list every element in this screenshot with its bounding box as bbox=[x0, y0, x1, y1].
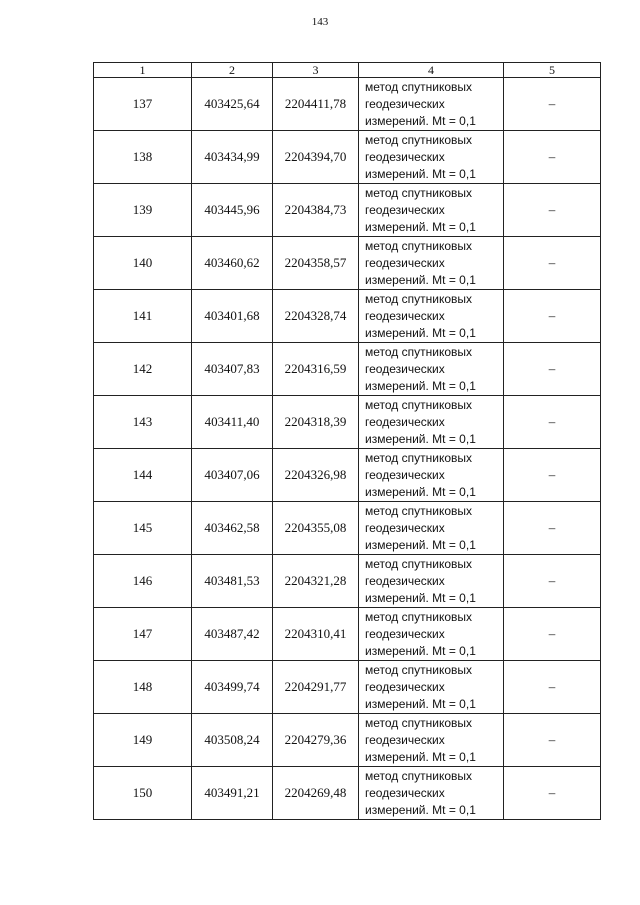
y-coordinate-cell: 2204316,59 bbox=[273, 343, 359, 396]
method-cell bbox=[359, 78, 504, 131]
point-number-cell: 139 bbox=[94, 184, 192, 237]
col5-cell: – bbox=[504, 714, 601, 767]
method-line: метод спутниковых bbox=[365, 450, 473, 465]
method-line: метод спутниковых bbox=[365, 185, 473, 200]
point-number-cell: 150 bbox=[94, 767, 192, 820]
method-line: измерений. Mt = 0,1 bbox=[365, 749, 476, 764]
method-line: измерений. Mt = 0,1 bbox=[365, 537, 476, 552]
method-line: метод спутниковых bbox=[365, 79, 473, 94]
method-line: метод спутниковых bbox=[365, 397, 473, 412]
method-line: геодезических bbox=[365, 573, 445, 588]
x-coordinate-cell: 403411,40 bbox=[192, 396, 273, 449]
method-line: метод спутниковых bbox=[365, 662, 473, 677]
method-line: геодезических bbox=[365, 202, 445, 217]
header-col-1: 1 bbox=[94, 63, 192, 78]
x-coordinate-cell: 403487,42 bbox=[192, 608, 273, 661]
table-row bbox=[94, 608, 601, 661]
method-cell bbox=[359, 661, 504, 714]
method-line: измерений. Mt = 0,1 bbox=[365, 431, 476, 446]
method-cell bbox=[359, 237, 504, 290]
y-coordinate-cell: 2204279,36 bbox=[273, 714, 359, 767]
method-line: измерений. Mt = 0,1 bbox=[365, 272, 476, 287]
x-coordinate-cell: 403407,83 bbox=[192, 343, 273, 396]
x-coordinate-cell: 403508,24 bbox=[192, 714, 273, 767]
method-cell bbox=[359, 343, 504, 396]
method-cell bbox=[359, 396, 504, 449]
method-line: измерений. Mt = 0,1 bbox=[365, 219, 476, 234]
x-coordinate-cell: 403491,21 bbox=[192, 767, 273, 820]
method-line: геодезических bbox=[365, 149, 445, 164]
point-number-cell: 141 bbox=[94, 290, 192, 343]
y-coordinate-cell: 2204318,39 bbox=[273, 396, 359, 449]
point-number-cell: 149 bbox=[94, 714, 192, 767]
y-coordinate-cell: 2204384,73 bbox=[273, 184, 359, 237]
page-number: 143 bbox=[311, 16, 329, 28]
y-coordinate-cell: 2204394,70 bbox=[273, 131, 359, 184]
method-cell bbox=[359, 555, 504, 608]
col5-cell: – bbox=[504, 131, 601, 184]
method-line: метод спутниковых bbox=[365, 238, 473, 253]
method-line: метод спутниковых bbox=[365, 132, 473, 147]
header-row bbox=[94, 63, 601, 78]
table-row bbox=[94, 343, 601, 396]
method-cell bbox=[359, 131, 504, 184]
point-number-cell: 142 bbox=[94, 343, 192, 396]
table-row bbox=[94, 661, 601, 714]
coordinates-table bbox=[93, 62, 601, 820]
table-body bbox=[94, 78, 601, 820]
method-line: геодезических bbox=[365, 732, 445, 747]
method-cell bbox=[359, 290, 504, 343]
point-number-cell: 137 bbox=[94, 78, 192, 131]
method-line: геодезических bbox=[365, 679, 445, 694]
col5-cell: – bbox=[504, 502, 601, 555]
method-line: измерений. Mt = 0,1 bbox=[365, 166, 476, 181]
method-line: геодезических bbox=[365, 520, 445, 535]
y-coordinate-cell: 2204328,74 bbox=[273, 290, 359, 343]
method-line: измерений. Mt = 0,1 bbox=[365, 802, 476, 817]
y-coordinate-cell: 2204291,77 bbox=[273, 661, 359, 714]
x-coordinate-cell: 403462,58 bbox=[192, 502, 273, 555]
table-row bbox=[94, 502, 601, 555]
method-line: измерений. Mt = 0,1 bbox=[365, 590, 476, 605]
col5-cell: – bbox=[504, 555, 601, 608]
header-col-2: 2 bbox=[192, 63, 273, 78]
method-line: геодезических bbox=[365, 414, 445, 429]
method-line: метод спутниковых bbox=[365, 768, 473, 783]
method-cell bbox=[359, 449, 504, 502]
table-row bbox=[94, 290, 601, 343]
method-line: геодезических bbox=[365, 467, 445, 482]
method-cell bbox=[359, 502, 504, 555]
y-coordinate-cell: 2204269,48 bbox=[273, 767, 359, 820]
y-coordinate-cell: 2204411,78 bbox=[273, 78, 359, 131]
header-col-4: 4 bbox=[359, 63, 504, 78]
point-number-cell: 145 bbox=[94, 502, 192, 555]
col5-cell: – bbox=[504, 78, 601, 131]
method-line: измерений. Mt = 0,1 bbox=[365, 484, 476, 499]
method-line: измерений. Mt = 0,1 bbox=[365, 113, 476, 128]
method-line: геодезических bbox=[365, 361, 445, 376]
table-row bbox=[94, 555, 601, 608]
method-cell bbox=[359, 767, 504, 820]
method-line: метод спутниковых bbox=[365, 503, 473, 518]
x-coordinate-cell: 403434,99 bbox=[192, 131, 273, 184]
x-coordinate-cell: 403499,74 bbox=[192, 661, 273, 714]
col5-cell: – bbox=[504, 661, 601, 714]
method-line: измерений. Mt = 0,1 bbox=[365, 643, 476, 658]
method-line: метод спутниковых bbox=[365, 556, 473, 571]
header-col-5: 5 bbox=[504, 63, 601, 78]
header-col-3: 3 bbox=[273, 63, 359, 78]
table-row bbox=[94, 767, 601, 820]
x-coordinate-cell: 403445,96 bbox=[192, 184, 273, 237]
point-number-cell: 144 bbox=[94, 449, 192, 502]
col5-cell: – bbox=[504, 290, 601, 343]
method-line: геодезических bbox=[365, 785, 445, 800]
y-coordinate-cell: 2204355,08 bbox=[273, 502, 359, 555]
y-coordinate-cell: 2204321,28 bbox=[273, 555, 359, 608]
point-number-cell: 148 bbox=[94, 661, 192, 714]
table-row bbox=[94, 396, 601, 449]
x-coordinate-cell: 403460,62 bbox=[192, 237, 273, 290]
point-number-cell: 138 bbox=[94, 131, 192, 184]
x-coordinate-cell: 403401,68 bbox=[192, 290, 273, 343]
method-cell bbox=[359, 714, 504, 767]
x-coordinate-cell: 403407,06 bbox=[192, 449, 273, 502]
table-row bbox=[94, 714, 601, 767]
y-coordinate-cell: 2204310,41 bbox=[273, 608, 359, 661]
x-coordinate-cell: 403425,64 bbox=[192, 78, 273, 131]
y-coordinate-cell: 2204358,57 bbox=[273, 237, 359, 290]
method-line: метод спутниковых bbox=[365, 609, 473, 624]
col5-cell: – bbox=[504, 343, 601, 396]
table-row bbox=[94, 449, 601, 502]
table-row bbox=[94, 184, 601, 237]
method-line: метод спутниковых bbox=[365, 344, 473, 359]
x-coordinate-cell: 403481,53 bbox=[192, 555, 273, 608]
method-line: метод спутниковых bbox=[365, 291, 473, 306]
point-number-cell: 143 bbox=[94, 396, 192, 449]
method-line: геодезических bbox=[365, 96, 445, 111]
method-line: геодезических bbox=[365, 255, 445, 270]
col5-cell: – bbox=[504, 608, 601, 661]
method-line: геодезических bbox=[365, 308, 445, 323]
point-number-cell: 146 bbox=[94, 555, 192, 608]
col5-cell: – bbox=[504, 449, 601, 502]
method-line: метод спутниковых bbox=[365, 715, 473, 730]
y-coordinate-cell: 2204326,98 bbox=[273, 449, 359, 502]
method-line: измерений. Mt = 0,1 bbox=[365, 696, 476, 711]
method-cell bbox=[359, 608, 504, 661]
col5-cell: – bbox=[504, 184, 601, 237]
col5-cell: – bbox=[504, 237, 601, 290]
point-number-cell: 147 bbox=[94, 608, 192, 661]
method-line: измерений. Mt = 0,1 bbox=[365, 378, 476, 393]
method-line: геодезических bbox=[365, 626, 445, 641]
col5-cell: – bbox=[504, 767, 601, 820]
point-number-cell: 140 bbox=[94, 237, 192, 290]
col5-cell: – bbox=[504, 396, 601, 449]
table-row bbox=[94, 131, 601, 184]
method-line: измерений. Mt = 0,1 bbox=[365, 325, 476, 340]
method-cell bbox=[359, 184, 504, 237]
table-row bbox=[94, 237, 601, 290]
table-row bbox=[94, 78, 601, 131]
